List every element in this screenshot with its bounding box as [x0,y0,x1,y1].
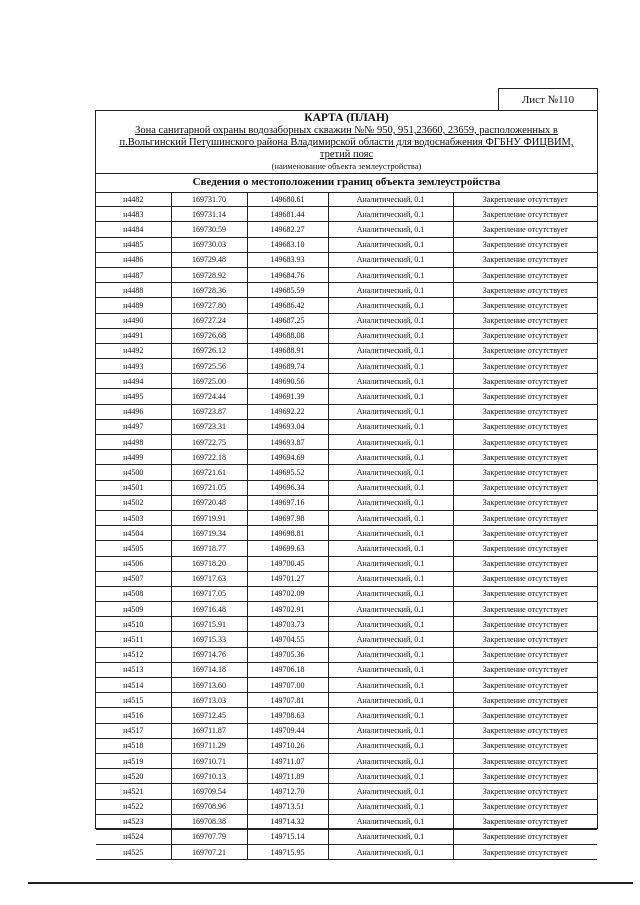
table-row [96,313,597,328]
fixing-cell: Закрепление отсутствует [453,267,597,282]
x-coordinate-cell: 169709.54 [171,784,247,799]
fixing-cell: Закрепление отсутствует [453,556,597,571]
point-cell: н4511 [96,632,171,647]
point-cell: н4489 [96,298,171,313]
fixing-cell: Закрепление отсутствует [453,662,597,677]
fixing-cell: Закрепление отсутствует [453,283,597,298]
point-cell: н4508 [96,586,171,601]
table-row [96,753,597,768]
method-cell: Аналитический, 0.1 [328,693,453,708]
method-cell: Аналитический, 0.1 [328,237,453,252]
method-cell: Аналитический, 0.1 [328,753,453,768]
x-coordinate-cell: 169708.96 [171,799,247,814]
fixing-cell: Закрепление отсутствует [453,298,597,313]
point-cell: н4482 [96,192,171,207]
y-coordinate-cell: 149697.98 [247,510,328,525]
table-row [96,222,597,237]
point-cell: н4512 [96,647,171,662]
fixing-cell: Закрепление отсутствует [453,435,597,450]
x-coordinate-cell: 169730.59 [171,222,247,237]
fixing-cell: Закрепление отсутствует [453,374,597,389]
method-cell: Аналитический, 0.1 [328,723,453,738]
method-cell: Аналитический, 0.1 [328,662,453,677]
fixing-cell: Закрепление отсутствует [453,343,597,358]
point-cell: н4509 [96,602,171,617]
y-coordinate-cell: 149710.26 [247,738,328,753]
table-row [96,343,597,358]
fixing-cell: Закрепление отсутствует [453,738,597,753]
point-cell: н4487 [96,267,171,282]
x-coordinate-cell: 169721.05 [171,480,247,495]
x-coordinate-cell: 169708.38 [171,814,247,829]
x-coordinate-cell: 169717.63 [171,571,247,586]
y-coordinate-cell: 149695.52 [247,465,328,480]
table-row [96,328,597,343]
table-row [96,784,597,799]
x-coordinate-cell: 169707.79 [171,829,247,844]
x-coordinate-cell: 169725.56 [171,359,247,374]
table-row [96,723,597,738]
x-coordinate-cell: 169719.34 [171,526,247,541]
table-row [96,237,597,252]
fixing-cell: Закрепление отсутствует [453,526,597,541]
x-coordinate-cell: 169716.48 [171,602,247,617]
coordinates-table-body [96,192,597,860]
y-coordinate-cell: 149711.89 [247,769,328,784]
point-cell: н4517 [96,723,171,738]
object-name-line-1: Зона санитарной охраны водозаборных скважин №№ 950, 951,23660, 23659, расположенных в [135,125,558,136]
fixing-cell: Закрепление отсутствует [453,632,597,647]
x-coordinate-cell: 169711.29 [171,738,247,753]
fixing-cell: Закрепление отсутствует [453,602,597,617]
y-coordinate-cell: 149691.39 [247,389,328,404]
y-coordinate-cell: 149698.81 [247,526,328,541]
method-cell: Аналитический, 0.1 [328,374,453,389]
fixing-cell: Закрепление отсутствует [453,252,597,267]
method-cell: Аналитический, 0.1 [328,769,453,784]
table-row [96,647,597,662]
bottom-divider [28,882,633,884]
y-coordinate-cell: 149712.70 [247,784,328,799]
method-cell: Аналитический, 0.1 [328,207,453,222]
point-cell: н4503 [96,510,171,525]
table-row [96,510,597,525]
fixing-cell: Закрепление отсутствует [453,723,597,738]
x-coordinate-cell: 169714.76 [171,647,247,662]
x-coordinate-cell: 169718.77 [171,541,247,556]
y-coordinate-cell: 149697.16 [247,495,328,510]
x-coordinate-cell: 169728.92 [171,267,247,282]
fixing-cell: Закрепление отсутствует [453,784,597,799]
point-cell: н4485 [96,237,171,252]
table-row [96,207,597,222]
x-coordinate-cell: 169721.61 [171,465,247,480]
fixing-cell: Закрепление отсутствует [453,799,597,814]
y-coordinate-cell: 149711.07 [247,753,328,768]
table-row [96,283,597,298]
x-coordinate-cell: 169722.18 [171,450,247,465]
table-row [96,738,597,753]
y-coordinate-cell: 149707.00 [247,678,328,693]
y-coordinate-cell: 149707.81 [247,693,328,708]
method-cell: Аналитический, 0.1 [328,359,453,374]
table-row [96,389,597,404]
x-coordinate-cell: 169712.45 [171,708,247,723]
x-coordinate-cell: 169718.20 [171,556,247,571]
table-row [96,465,597,480]
fixing-cell: Закрепление отсутствует [453,510,597,525]
method-cell: Аналитический, 0.1 [328,526,453,541]
y-coordinate-cell: 149709.44 [247,723,328,738]
y-coordinate-cell: 149693.87 [247,435,328,450]
fixing-cell: Закрепление отсутствует [453,693,597,708]
method-cell: Аналитический, 0.1 [328,556,453,571]
fixing-cell: Закрепление отсутствует [453,769,597,784]
method-cell: Аналитический, 0.1 [328,541,453,556]
table-row [96,571,597,586]
fixing-cell: Закрепление отсутствует [453,617,597,632]
y-coordinate-cell: 149685.59 [247,283,328,298]
x-coordinate-cell: 169707.21 [171,845,247,860]
x-coordinate-cell: 169725.00 [171,374,247,389]
point-cell: н4504 [96,526,171,541]
fixing-cell: Закрепление отсутствует [453,678,597,693]
y-coordinate-cell: 149702.09 [247,586,328,601]
method-cell: Аналитический, 0.1 [328,389,453,404]
fixing-cell: Закрепление отсутствует [453,389,597,404]
method-cell: Аналитический, 0.1 [328,845,453,860]
x-coordinate-cell: 169724.44 [171,389,247,404]
fixing-cell: Закрепление отсутствует [453,829,597,844]
y-coordinate-cell: 149700.45 [247,556,328,571]
document-title: КАРТА (ПЛАН) [304,112,389,124]
y-coordinate-cell: 149713.51 [247,799,328,814]
x-coordinate-cell: 169717.05 [171,586,247,601]
table-row [96,435,597,450]
y-coordinate-cell: 149705.36 [247,647,328,662]
point-cell: н4502 [96,495,171,510]
document-header [96,111,597,174]
x-coordinate-cell: 169730.03 [171,237,247,252]
table-row [96,845,597,860]
method-cell: Аналитический, 0.1 [328,465,453,480]
table-row [96,450,597,465]
fixing-cell: Закрепление отсутствует [453,541,597,556]
fixing-cell: Закрепление отсутствует [453,419,597,434]
fixing-cell: Закрепление отсутствует [453,237,597,252]
y-coordinate-cell: 149682.27 [247,222,328,237]
y-coordinate-cell: 149688.91 [247,343,328,358]
table-row [96,267,597,282]
point-cell: н4524 [96,829,171,844]
y-coordinate-cell: 149688.08 [247,328,328,343]
table-row [96,602,597,617]
x-coordinate-cell: 169723.87 [171,404,247,419]
y-coordinate-cell: 149690.56 [247,374,328,389]
method-cell: Аналитический, 0.1 [328,678,453,693]
method-cell: Аналитический, 0.1 [328,632,453,647]
fixing-cell: Закрепление отсутствует [453,207,597,222]
fixing-cell: Закрепление отсутствует [453,753,597,768]
x-coordinate-cell: 169710.71 [171,753,247,768]
method-cell: Аналитический, 0.1 [328,617,453,632]
method-cell: Аналитический, 0.1 [328,708,453,723]
y-coordinate-cell: 149708.63 [247,708,328,723]
fixing-cell: Закрепление отсутствует [453,359,597,374]
method-cell: Аналитический, 0.1 [328,571,453,586]
table-row [96,829,597,844]
point-cell: н4492 [96,343,171,358]
method-cell: Аналитический, 0.1 [328,222,453,237]
table-row [96,419,597,434]
x-coordinate-cell: 169720.48 [171,495,247,510]
method-cell: Аналитический, 0.1 [328,602,453,617]
x-coordinate-cell: 169711.87 [171,723,247,738]
point-cell: н4525 [96,845,171,860]
point-cell: н4501 [96,480,171,495]
fixing-cell: Закрепление отсутствует [453,192,597,207]
point-cell: н4493 [96,359,171,374]
x-coordinate-cell: 169714.18 [171,662,247,677]
y-coordinate-cell: 149694.69 [247,450,328,465]
point-cell: н4514 [96,678,171,693]
method-cell: Аналитический, 0.1 [328,450,453,465]
method-cell: Аналитический, 0.1 [328,435,453,450]
point-cell: н4500 [96,465,171,480]
sheet-number: Лист №110 [498,88,598,110]
table-row [96,541,597,556]
fixing-cell: Закрепление отсутствует [453,814,597,829]
object-name-caption: (наименование объекта землеустройства) [271,161,422,171]
method-cell: Аналитический, 0.1 [328,799,453,814]
table-row [96,495,597,510]
point-cell: н4506 [96,556,171,571]
table-row [96,708,597,723]
y-coordinate-cell: 149683.10 [247,237,328,252]
table-row [96,556,597,571]
y-coordinate-cell: 149681.44 [247,207,328,222]
table-row [96,632,597,647]
section-title: Сведения о местоположении границ объекта землеустройства [96,173,597,193]
fixing-cell: Закрепление отсутствует [453,845,597,860]
x-coordinate-cell: 169715.33 [171,632,247,647]
point-cell: н4484 [96,222,171,237]
x-coordinate-cell: 169710.13 [171,769,247,784]
method-cell: Аналитический, 0.1 [328,283,453,298]
x-coordinate-cell: 169728.36 [171,283,247,298]
point-cell: н4483 [96,207,171,222]
x-coordinate-cell: 169731.14 [171,207,247,222]
point-cell: н4516 [96,708,171,723]
method-cell: Аналитический, 0.1 [328,647,453,662]
fixing-cell: Закрепление отсутствует [453,465,597,480]
y-coordinate-cell: 149684.76 [247,267,328,282]
fixing-cell: Закрепление отсутствует [453,586,597,601]
point-cell: н4519 [96,753,171,768]
fixing-cell: Закрепление отсутствует [453,495,597,510]
point-cell: н4523 [96,814,171,829]
table-row [96,693,597,708]
y-coordinate-cell: 149696.34 [247,480,328,495]
table-row [96,814,597,829]
table-row [96,678,597,693]
y-coordinate-cell: 149714.32 [247,814,328,829]
point-cell: н4491 [96,328,171,343]
point-cell: н4494 [96,374,171,389]
point-cell: н4520 [96,769,171,784]
fixing-cell: Закрепление отсутствует [453,480,597,495]
fixing-cell: Закрепление отсутствует [453,450,597,465]
point-cell: н4495 [96,389,171,404]
point-cell: н4490 [96,313,171,328]
table-row [96,359,597,374]
fixing-cell: Закрепление отсутствует [453,708,597,723]
x-coordinate-cell: 169723.31 [171,419,247,434]
fixing-cell: Закрепление отсутствует [453,404,597,419]
table-row [96,480,597,495]
table-row [96,769,597,784]
method-cell: Аналитический, 0.1 [328,252,453,267]
x-coordinate-cell: 169726.68 [171,328,247,343]
y-coordinate-cell: 149715.14 [247,829,328,844]
x-coordinate-cell: 169727.24 [171,313,247,328]
method-cell: Аналитический, 0.1 [328,495,453,510]
point-cell: н4510 [96,617,171,632]
y-coordinate-cell: 149689.74 [247,359,328,374]
y-coordinate-cell: 149683.93 [247,252,328,267]
table-row [96,404,597,419]
method-cell: Аналитический, 0.1 [328,267,453,282]
method-cell: Аналитический, 0.1 [328,404,453,419]
point-cell: н4498 [96,435,171,450]
point-cell: н4499 [96,450,171,465]
point-cell: н4522 [96,799,171,814]
method-cell: Аналитический, 0.1 [328,829,453,844]
method-cell: Аналитический, 0.1 [328,298,453,313]
x-coordinate-cell: 169727.80 [171,298,247,313]
y-coordinate-cell: 149686.42 [247,298,328,313]
object-name-line-3: третий пояс [319,149,374,160]
x-coordinate-cell: 169731.70 [171,192,247,207]
point-cell: н4513 [96,662,171,677]
point-cell: н4496 [96,404,171,419]
point-cell: н4486 [96,252,171,267]
point-cell: н4515 [96,693,171,708]
point-cell: н4507 [96,571,171,586]
method-cell: Аналитический, 0.1 [328,192,453,207]
method-cell: Аналитический, 0.1 [328,738,453,753]
fixing-cell: Закрепление отсутствует [453,571,597,586]
y-coordinate-cell: 149699.63 [247,541,328,556]
y-coordinate-cell: 149701.27 [247,571,328,586]
x-coordinate-cell: 169713.03 [171,693,247,708]
x-coordinate-cell: 169729.48 [171,252,247,267]
y-coordinate-cell: 149687.25 [247,313,328,328]
point-cell: н4521 [96,784,171,799]
table-row [96,252,597,267]
method-cell: Аналитический, 0.1 [328,480,453,495]
y-coordinate-cell: 149706.18 [247,662,328,677]
y-coordinate-cell: 149702.91 [247,602,328,617]
method-cell: Аналитический, 0.1 [328,510,453,525]
table-row [96,526,597,541]
x-coordinate-cell: 169715.91 [171,617,247,632]
fixing-cell: Закрепление отсутствует [453,222,597,237]
table-row [96,374,597,389]
point-cell: н4497 [96,419,171,434]
method-cell: Аналитический, 0.1 [328,328,453,343]
fixing-cell: Закрепление отсутствует [453,328,597,343]
table-row [96,298,597,313]
y-coordinate-cell: 149692.22 [247,404,328,419]
method-cell: Аналитический, 0.1 [328,313,453,328]
table-row [96,662,597,677]
document-frame [95,110,598,857]
point-cell: н4505 [96,541,171,556]
fixing-cell: Закрепление отсутствует [453,313,597,328]
method-cell: Аналитический, 0.1 [328,586,453,601]
y-coordinate-cell: 149680.61 [247,192,328,207]
table-row [96,192,597,207]
method-cell: Аналитический, 0.1 [328,814,453,829]
fixing-cell: Закрепление отсутствует [453,647,597,662]
x-coordinate-cell: 169722.75 [171,435,247,450]
x-coordinate-cell: 169713.60 [171,678,247,693]
coordinates-table [96,192,597,860]
x-coordinate-cell: 169726.12 [171,343,247,358]
y-coordinate-cell: 149704.55 [247,632,328,647]
point-cell: н4518 [96,738,171,753]
table-row [96,799,597,814]
point-cell: н4488 [96,283,171,298]
y-coordinate-cell: 149693.04 [247,419,328,434]
method-cell: Аналитический, 0.1 [328,343,453,358]
x-coordinate-cell: 169719.91 [171,510,247,525]
object-name-line-2: п.Вольгинский Петушинского района Владимирской области для водоснабжения ФГБНУ ФИЦВИМ, [119,137,574,148]
y-coordinate-cell: 149715.95 [247,845,328,860]
method-cell: Аналитический, 0.1 [328,784,453,799]
table-row [96,617,597,632]
table-row [96,586,597,601]
y-coordinate-cell: 149703.73 [247,617,328,632]
method-cell: Аналитический, 0.1 [328,419,453,434]
